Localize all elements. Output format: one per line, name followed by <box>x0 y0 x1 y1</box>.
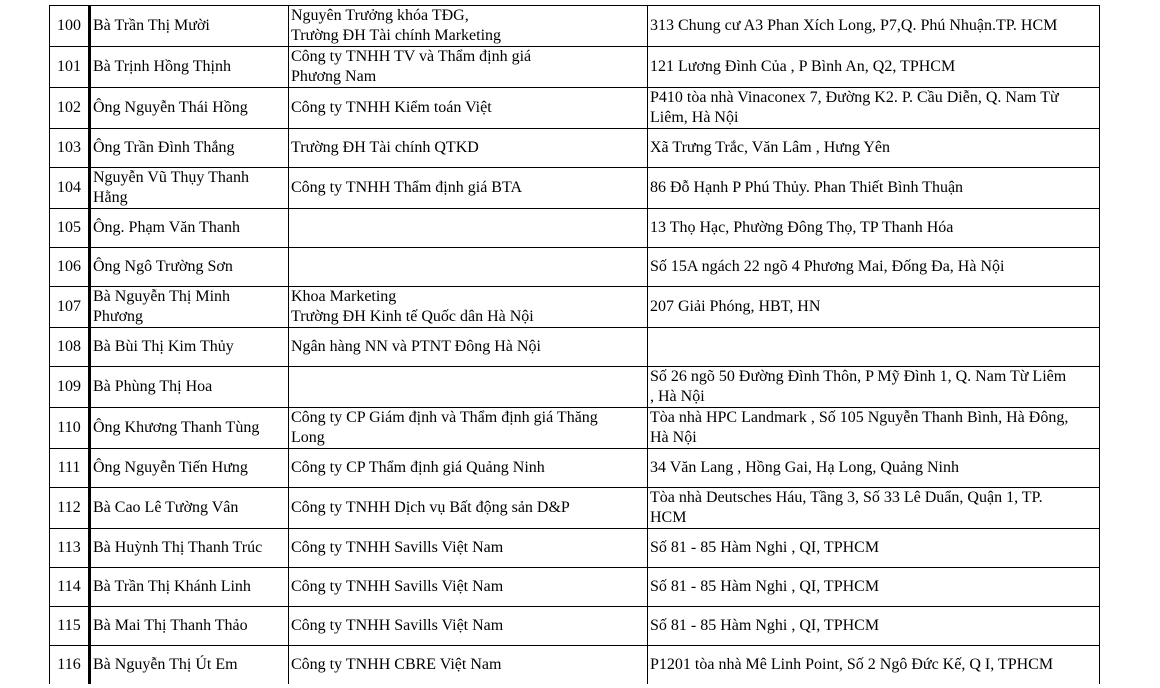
person-name-cell <box>90 449 289 488</box>
person-name: Bà Mai Thị Thanh Thảo <box>93 617 248 634</box>
address-cell <box>648 607 1100 646</box>
address: 207 Giải Phóng, HBT, HN <box>650 298 821 315</box>
row-number: 112 <box>57 499 81 516</box>
organization: Công ty TNHH CBRE Việt Nam <box>291 656 502 673</box>
person-name: Bà Trần Thị Khánh Linh <box>93 578 251 595</box>
organization-cell <box>289 6 648 47</box>
organization: Công ty TNHH Dịch vụ Bất động sản D&P <box>291 499 570 516</box>
organization-cell <box>289 568 648 607</box>
person-name: Nguyễn Vũ Thụy Thanh Hằng <box>93 169 249 206</box>
row-number: 111 <box>57 459 81 476</box>
person-name: Bà Nguyễn Thị Út Em <box>93 656 238 673</box>
person-name-cell <box>90 568 289 607</box>
address-cell <box>648 168 1100 209</box>
table-row <box>50 449 1100 488</box>
row-number-cell <box>50 607 90 646</box>
address: 121 Lương Đình Của , P Bình An, Q2, TPHCM <box>650 58 956 75</box>
table-row <box>50 88 1100 129</box>
row-number-cell <box>50 568 90 607</box>
address: P1201 tòa nhà Mê Linh Point, Số 2 Ngô Đức Kế, Q I, TPHCM <box>650 656 1054 673</box>
address-cell <box>648 209 1100 248</box>
organization: Công ty CP Thẩm định giá Quảng Ninh <box>291 459 545 476</box>
person-name-cell <box>90 47 289 88</box>
row-number-cell <box>50 88 90 129</box>
organization: Ngân hàng NN và PTNT Đông Hà Nội <box>291 338 541 355</box>
row-number: 107 <box>57 298 81 315</box>
person-name-cell <box>90 6 289 47</box>
person-name: Bà Cao Lê Tường Vân <box>93 499 239 516</box>
row-number: 106 <box>57 258 81 275</box>
organization: Công ty TNHH Thẩm định giá BTA <box>291 179 523 196</box>
person-name-cell <box>90 646 289 685</box>
person-name-cell <box>90 209 289 248</box>
person-name-cell <box>90 529 289 568</box>
address: P410 tòa nhà Vinaconex 7, Đường K2. P. Cầu Diễn, Q. Nam Từ Liêm, Hà Nội <box>650 89 1059 126</box>
row-number-cell <box>50 449 90 488</box>
table-row <box>50 47 1100 88</box>
address: Số 15A ngách 22 ngõ 4 Phương Mai, Đống Đa, Hà Nội <box>650 258 1005 275</box>
organization-cell <box>289 328 648 367</box>
table-row <box>50 129 1100 168</box>
person-name: Bà Nguyễn Thị Minh Phương <box>93 288 231 325</box>
organization: Nguyên Trưởng khóa TĐG, Trường ĐH Tài chính Marketing <box>291 7 502 44</box>
address-cell <box>648 529 1100 568</box>
organization-cell <box>289 287 648 328</box>
table-row <box>50 488 1100 529</box>
person-name: Ông Ngô Trường Sơn <box>93 258 233 275</box>
row-number: 115 <box>57 617 81 634</box>
address-cell <box>648 248 1100 287</box>
table-row <box>50 168 1100 209</box>
organization-cell <box>289 209 648 248</box>
organization-cell <box>289 646 648 685</box>
row-number-cell <box>50 529 90 568</box>
row-number-cell <box>50 328 90 367</box>
table-row <box>50 607 1100 646</box>
address-cell <box>648 449 1100 488</box>
person-name: Ông Trần Đình Thắng <box>93 139 235 156</box>
address: Số 81 - 85 Hàm Nghi , QI, TPHCM <box>650 617 880 634</box>
table-row <box>50 367 1100 408</box>
row-number: 105 <box>57 219 81 236</box>
address-cell <box>648 328 1100 367</box>
person-name-cell <box>90 168 289 209</box>
person-name-cell <box>90 248 289 287</box>
organization-cell <box>289 529 648 568</box>
address-cell <box>648 408 1100 449</box>
organization: Trường ĐH Tài chính QTKD <box>291 139 479 156</box>
table-row <box>50 568 1100 607</box>
organization: Khoa Marketing Trường ĐH Kinh tế Quốc dân Hà Nội <box>291 288 534 325</box>
address: 86 Đỗ Hạnh P Phú Thủy. Phan Thiết Bình Thuận <box>650 179 964 196</box>
row-number-cell <box>50 209 90 248</box>
table-row <box>50 6 1100 47</box>
row-number: 103 <box>57 139 81 156</box>
address-cell <box>648 129 1100 168</box>
person-name-cell <box>90 287 289 328</box>
address: 34 Văn Lang , Hồng Gai, Hạ Long, Quảng Ninh <box>650 459 959 476</box>
table-row <box>50 287 1100 328</box>
address: Số 81 - 85 Hàm Nghi , QI, TPHCM <box>650 578 880 595</box>
organization-cell <box>289 129 648 168</box>
address-cell <box>648 6 1100 47</box>
person-name-cell <box>90 367 289 408</box>
table-row <box>50 529 1100 568</box>
organization-cell <box>289 488 648 529</box>
person-name: Bà Trần Thị Mười <box>93 17 210 34</box>
person-name: Bà Trịnh Hồng Thịnh <box>93 58 231 75</box>
row-number-cell <box>50 168 90 209</box>
row-number: 102 <box>57 99 81 116</box>
organization-cell <box>289 88 648 129</box>
person-name: Bà Bùi Thị Kim Thủy <box>93 338 234 355</box>
table-row <box>50 408 1100 449</box>
row-number: 104 <box>57 179 81 196</box>
person-name-cell <box>90 607 289 646</box>
address-cell <box>648 88 1100 129</box>
member-table <box>49 5 1100 684</box>
address-cell <box>648 367 1100 408</box>
row-number: 114 <box>57 578 81 595</box>
organization: Công ty TNHH TV và Thẩm định giá Phương Nam <box>291 48 532 85</box>
organization-cell <box>289 408 648 449</box>
address: Tòa nhà HPC Landmark , Số 105 Nguyễn Thanh Bình, Hà Đông, Hà Nội <box>650 409 1069 446</box>
table-row <box>50 248 1100 287</box>
address: Số 81 - 85 Hàm Nghi , QI, TPHCM <box>650 539 880 556</box>
row-number-cell <box>50 367 90 408</box>
row-number-cell <box>50 646 90 685</box>
row-number: 101 <box>57 58 81 75</box>
organization-cell <box>289 607 648 646</box>
person-name: Ông Nguyễn Tiến Hưng <box>93 459 248 476</box>
organization-cell <box>289 367 648 408</box>
table-row <box>50 646 1100 685</box>
row-number-cell <box>50 129 90 168</box>
person-name: Bà Phùng Thị Hoa <box>93 378 213 395</box>
address-cell <box>648 488 1100 529</box>
organization: Công ty TNHH Kiểm toán Việt <box>291 99 492 116</box>
person-name: Ông Khương Thanh Tùng <box>93 419 260 436</box>
row-number-cell <box>50 408 90 449</box>
address: 13 Thọ Hạc, Phường Đông Thọ, TP Thanh Hóa <box>650 219 954 236</box>
organization: Công ty TNHH Savills Việt Nam <box>291 539 504 556</box>
address: Số 26 ngõ 50 Đường Đình Thôn, P Mỹ Đình 1, Q. Nam Từ Liêm , Hà Nội <box>650 368 1067 405</box>
table-row <box>50 328 1100 367</box>
row-number-cell <box>50 248 90 287</box>
address-cell <box>648 646 1100 685</box>
row-number: 100 <box>57 17 81 34</box>
person-name-cell <box>90 488 289 529</box>
organization: Công ty TNHH Savills Việt Nam <box>291 578 504 595</box>
organization-cell <box>289 47 648 88</box>
row-number: 109 <box>57 378 81 395</box>
person-name-cell <box>90 88 289 129</box>
address-cell <box>648 568 1100 607</box>
row-number: 113 <box>57 539 81 556</box>
table-row <box>50 209 1100 248</box>
row-number-cell <box>50 6 90 47</box>
row-number-cell <box>50 287 90 328</box>
person-name-cell <box>90 408 289 449</box>
address: Tòa nhà Deutsches Háu, Tầng 3, Số 33 Lê Duẩn, Quận 1, TP. HCM <box>650 489 1043 526</box>
organization-cell <box>289 248 648 287</box>
row-number: 110 <box>57 419 81 436</box>
address-cell <box>648 47 1100 88</box>
organization: Công ty TNHH Savills Việt Nam <box>291 617 504 634</box>
row-number-cell <box>50 488 90 529</box>
address: Xã Trưng Trắc, Văn Lâm , Hưng Yên <box>650 139 891 156</box>
person-name-cell <box>90 328 289 367</box>
address-cell <box>648 287 1100 328</box>
organization-cell <box>289 449 648 488</box>
person-name-cell <box>90 129 289 168</box>
row-number: 108 <box>57 338 81 355</box>
person-name: Ông. Phạm Văn Thanh <box>93 219 240 236</box>
person-name: Bà Huỳnh Thị Thanh Trúc <box>93 539 263 556</box>
organization: Công ty CP Giám định và Thẩm định giá Thăng Long <box>291 409 598 446</box>
row-number: 116 <box>57 656 81 673</box>
row-number-cell <box>50 47 90 88</box>
person-name: Ông Nguyễn Thái Hồng <box>93 99 248 116</box>
table-body <box>50 6 1100 685</box>
organization-cell <box>289 168 648 209</box>
address: 313 Chung cư A3 Phan Xích Long, P7,Q. Phú Nhuận.TP. HCM <box>650 17 1058 34</box>
